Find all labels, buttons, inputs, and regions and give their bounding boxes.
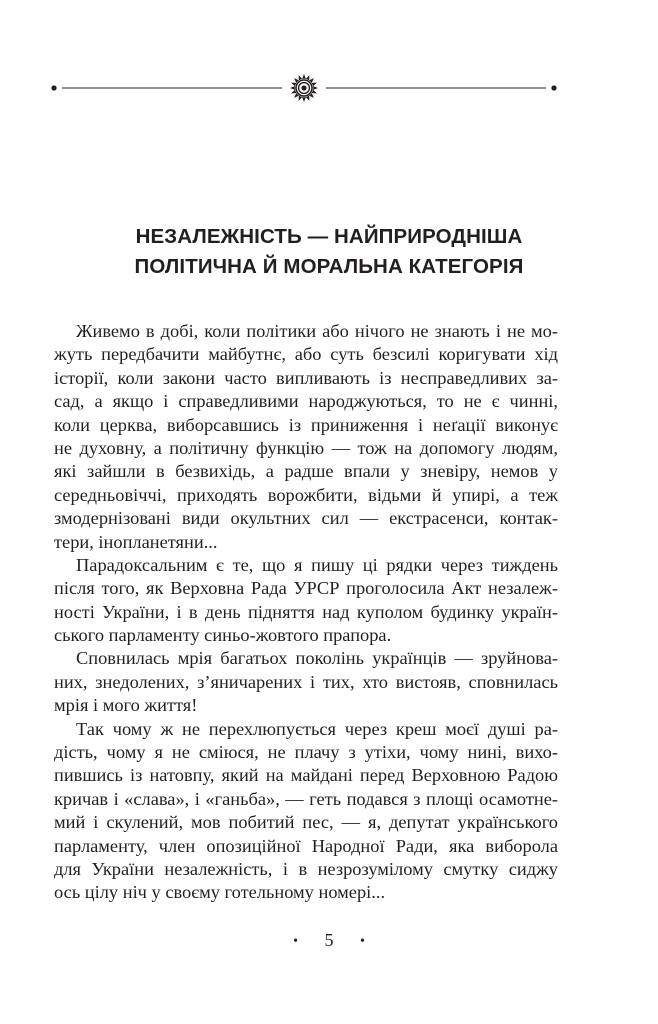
paragraph-1-line: Живемо в добі, коли політики або нічого не знають і не мо- — [76, 321, 558, 341]
sunflower-rosette-icon — [290, 74, 318, 102]
paragraph-1-line: історії, коли закони часто випливають із несправедливих за- — [54, 367, 558, 388]
paragraph-4-line: дість, чому я не сміюся, не плачу з утіхи, чому нині, вихо- — [54, 742, 558, 763]
paragraph-1-line: середньовіччі, приходять ворожбити, відьми й упирі, а теж — [54, 484, 558, 505]
paragraph-2-line: ського парламенту синьо-жовтого прапора. — [54, 625, 392, 646]
chapter-title-line-1: НЕЗАЛЕЖНІСТЬ — НАЙПРИРОДНІША — [135, 225, 523, 248]
paragraph-3-line: Сповнилась мрія багатьох поколінь українців — зруйнова- — [76, 648, 558, 669]
paragraph-1-line: не духовну, а політичну функцію — тож на допомогу людям, — [54, 437, 558, 458]
page-number: 5 — [324, 930, 334, 950]
folio-bullet-right: • — [360, 934, 365, 949]
paragraph-4-line: мий і скулений, мов побитий пес, — я, депутат українського — [54, 812, 558, 833]
paragraph-1-line: які зайшли в безвихідь, а радше впали у зневіру, немов у — [54, 461, 558, 482]
paragraph-4-line: кричав і «слава», і «ганьба», — геть подався з площі осамотне- — [54, 788, 558, 809]
paragraph-4-line: пившись із натовпу, який на майдані перед Верховною Радою — [54, 765, 558, 786]
header-ornament — [50, 72, 560, 104]
header-ornament-graphic — [50, 72, 560, 104]
body-text — [54, 320, 558, 905]
paragraph-1-line: коли церква, виборсавшись із приниження і неґації виконує — [54, 414, 558, 435]
paragraph-3-line: мрія і мого життя! — [54, 695, 198, 716]
paragraph-1-line: жуть передбачити майбутнє, або суть безсилі коригувати хід — [54, 344, 558, 365]
chapter-title — [40, 222, 618, 282]
paragraph-4-line: ось цілу ніч у своєму готельному номері... — [54, 882, 386, 903]
ornament-right-dot — [551, 85, 556, 90]
ornament-left-dot — [51, 85, 56, 90]
paragraph-1-line: сад, а якщо і справедливими народжуються, то не є чинні, — [54, 391, 558, 412]
paragraph-4-line: для України незалежність, і в незрозумілому смутку сиджу — [54, 858, 558, 879]
paragraph-1-line: тери, інопланетяни... — [54, 531, 218, 552]
paragraph-2-line: після того, як Верховна Рада УРСР проголосила Акт незалеж- — [54, 578, 558, 599]
paragraph-1-line: змодернізовані види окультних сил — екстрасенси, контак- — [54, 508, 558, 529]
chapter-title-line-2: ПОЛІТИЧНА Й МОРАЛЬНА КАТЕГОРІЯ — [134, 255, 524, 278]
paragraph-2-line: Парадоксальним є те, що я пишу ці рядки через тиждень — [76, 554, 558, 575]
paragraph-4-line: парламенту, член опозиційної Народної Ради, яка виборола — [54, 835, 558, 856]
paragraph-3-line: них, знедолених, з’яничарених і тих, хто вистояв, сповнилась — [54, 671, 558, 692]
folio-bullet-left: • — [293, 934, 298, 949]
page-footer — [0, 928, 658, 954]
paragraph-4-line: Так чому ж не перехлюпується через креш моєї душі ра- — [76, 718, 558, 739]
paragraph-2-line: ності України, і в день підняття над куполом будинку україн- — [54, 601, 558, 622]
